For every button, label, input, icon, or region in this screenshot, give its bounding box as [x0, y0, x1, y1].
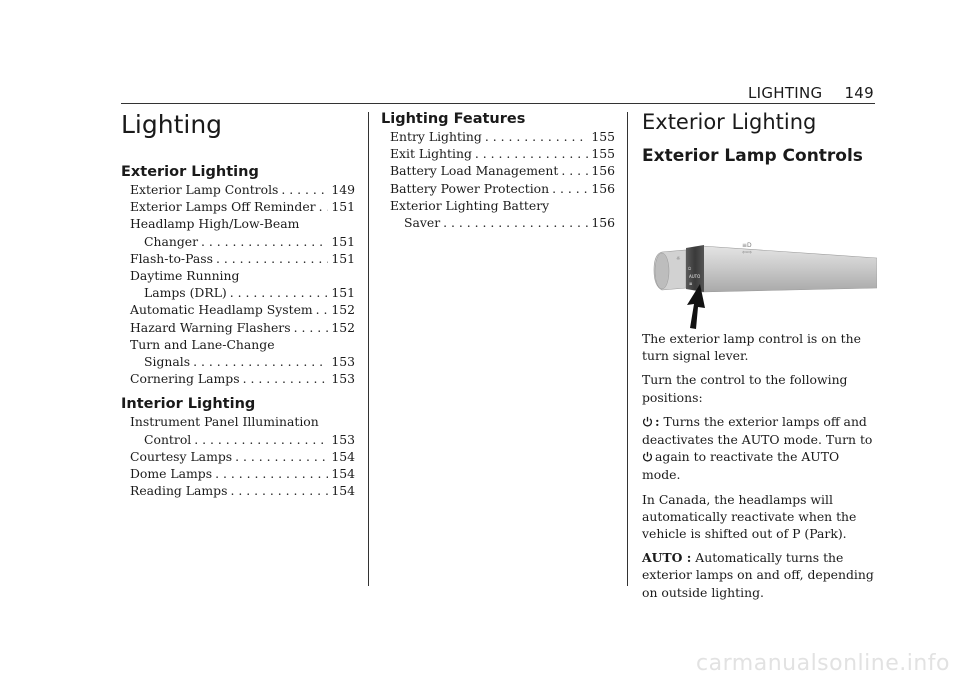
toc-column-2 — [381, 111, 615, 231]
page-number: 149 — [844, 84, 874, 102]
body-paragraph: In Canada, the headlamps will automatically reactivate when the vehicle is shifted out of P (Park). — [642, 491, 857, 542]
toc-entry[interactable]: Hazard Warning Flashers . . . 152 — [130, 319, 355, 336]
running-header — [748, 84, 874, 102]
body-paragraph: : Turns the exterior lamps off and deactivates the AUTO mode. Turn to again to reactivate the AUTO mode. — [642, 413, 873, 483]
toc-entry[interactable]: Automatic Headlamp System . . . 152 — [130, 301, 355, 318]
toc-entry[interactable]: Flash-to-Pass . . . 151 — [130, 250, 355, 267]
watermark-text: carmanualsonline.info — [696, 651, 950, 676]
body-paragraph: Turn the control to the following positions: — [642, 372, 848, 405]
toc-entry[interactable]: Headlamp High/Low-Beam Changer . . . 151 — [130, 215, 355, 249]
content-column — [642, 110, 878, 166]
toc-entry[interactable]: Reading Lamps . . . 154 — [130, 482, 355, 499]
toc-list-interior — [130, 413, 355, 499]
section-title: Exterior Lighting — [642, 110, 817, 134]
toc-section-heading: Lighting Features — [381, 111, 526, 127]
body-paragraph: AUTO : Automatically turns the exterior lamps on and off, depending on outside lighting. — [642, 550, 874, 600]
toc-entry[interactable]: Dome Lamps . . . 154 — [130, 465, 355, 482]
toc-entry[interactable]: Entry Lighting . . . 155 — [390, 128, 615, 145]
power-off-icon — [642, 414, 653, 431]
chapter-title: Lighting — [121, 110, 223, 139]
svg-text:☼: ☼ — [676, 256, 681, 262]
column-divider-1 — [368, 112, 369, 586]
svg-text:⇦⇨: ⇦⇨ — [742, 249, 753, 256]
toc-entry[interactable]: Cornering Lamps . . . 153 — [130, 370, 355, 387]
column-divider-2 — [627, 112, 628, 586]
subsection-title: Exterior Lamp Controls — [642, 146, 863, 166]
content-body — [642, 330, 878, 608]
header-rule — [121, 103, 875, 104]
svg-text:≡D: ≡D — [742, 242, 752, 249]
toc-section-heading: Interior Lighting — [121, 396, 256, 413]
power-off-icon — [642, 449, 653, 466]
svg-text:≣: ≣ — [689, 281, 693, 286]
toc-entry[interactable]: Exterior Lamps Off Reminder . . . 151 — [130, 198, 355, 215]
toc-entry[interactable]: Exit Lighting . . . 155 — [390, 145, 615, 162]
toc-entry[interactable]: Battery Power Protection . . . 156 — [390, 180, 615, 197]
body-paragraph: The exterior lamp control is on the turn signal lever. — [642, 331, 861, 364]
svg-text:⏻: ⏻ — [688, 266, 692, 271]
toc-entry[interactable]: Courtesy Lamps . . . 154 — [130, 448, 355, 465]
auto-label: AUTO — [689, 274, 701, 279]
running-header-section: LIGHTING — [747, 84, 823, 102]
toc-list-features — [390, 128, 615, 231]
toc-list-exterior — [130, 181, 355, 387]
toc-column-1 — [121, 110, 355, 499]
toc-entry[interactable]: Turn and Lane-Change Signals . . . 153 — [130, 336, 355, 370]
toc-entry[interactable]: Exterior Lamp Controls . . . 149 — [130, 181, 355, 198]
toc-section-heading: Exterior Lighting — [121, 164, 259, 180]
lamp-control-lever-figure — [642, 232, 877, 332]
toc-entry[interactable]: Exterior Lighting Battery Saver . . . 156 — [390, 197, 615, 231]
toc-entry[interactable]: Battery Load Management . . . 156 — [390, 162, 615, 179]
toc-entry[interactable]: Daytime Running Lamps (DRL) . . . 151 — [130, 267, 355, 301]
toc-entry[interactable]: Instrument Panel Illumination Control . . . 153 — [130, 413, 355, 447]
